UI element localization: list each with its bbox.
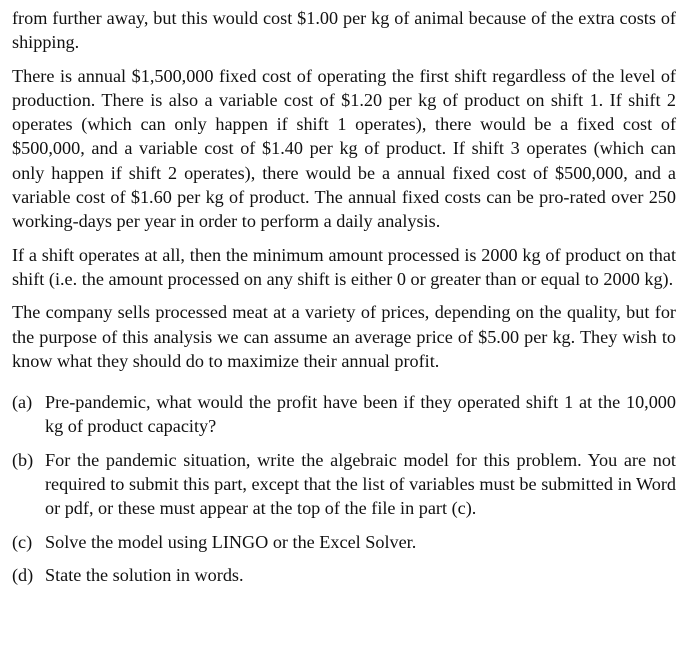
question-text: State the solution in words.	[45, 564, 244, 585]
question-item-a	[12, 390, 676, 439]
question-item-c	[12, 530, 676, 554]
paragraph-shift-costs: There is annual $1,500,000 fixed cost of operating the first shift regardless of the level of production. There is also a variable cost of $1.20 per kg of product on shift 1. If shift 2 operates (which can only happen if shift 1 operates), there would be a fixed cost of $500,000, and a variable cost of $1.40 per kg of product. If shift 3 operates (which can only happen if shift 2 operates), there would be a annual fixed cost of $500,000, and a variable cost of $1.60 per kg of product. The annual fixed costs can be pro-rated over 250 working-days per year in order to perform a daily analysis.	[12, 65, 676, 232]
paragraph-shipping-cost: from further away, but this would cost $1.00 per kg of animal because of the extra costs of shipping.	[12, 8, 676, 53]
question-label: (d)	[12, 564, 34, 585]
question-item-b	[12, 448, 676, 521]
question-text: Solve the model using LINGO or the Excel Solver.	[45, 531, 417, 552]
question-text: For the pandemic situation, write the algebraic model for this problem. You are not required to submit this part, except that the list of variables must be submitted in Word or pdf, or these must appear at the top of the file in part (c).	[45, 449, 676, 519]
paragraph-minimum-amount: If a shift operates at all, then the minimum amount processed is 2000 kg of product on that shift (i.e. the amount processed on any shift is either 0 or greater than or equal to 2000 kg).	[12, 244, 676, 289]
question-label: (b)	[12, 449, 34, 470]
question-list	[12, 390, 676, 587]
paragraph-selling-price: The company sells processed meat at a variety of prices, depending on the quality, but for the purpose of this analysis we can assume an average price of $5.00 per kg. They wish to know what they should do to maximize their annual profit.	[12, 302, 676, 371]
question-item-d	[12, 563, 676, 587]
question-label: (c)	[12, 531, 33, 552]
document-page	[12, 6, 676, 596]
question-text: Pre-pandemic, what would the profit have been if they operated shift 1 at the 10,000 kg of product capacity?	[45, 392, 676, 437]
question-label: (a)	[12, 392, 33, 413]
